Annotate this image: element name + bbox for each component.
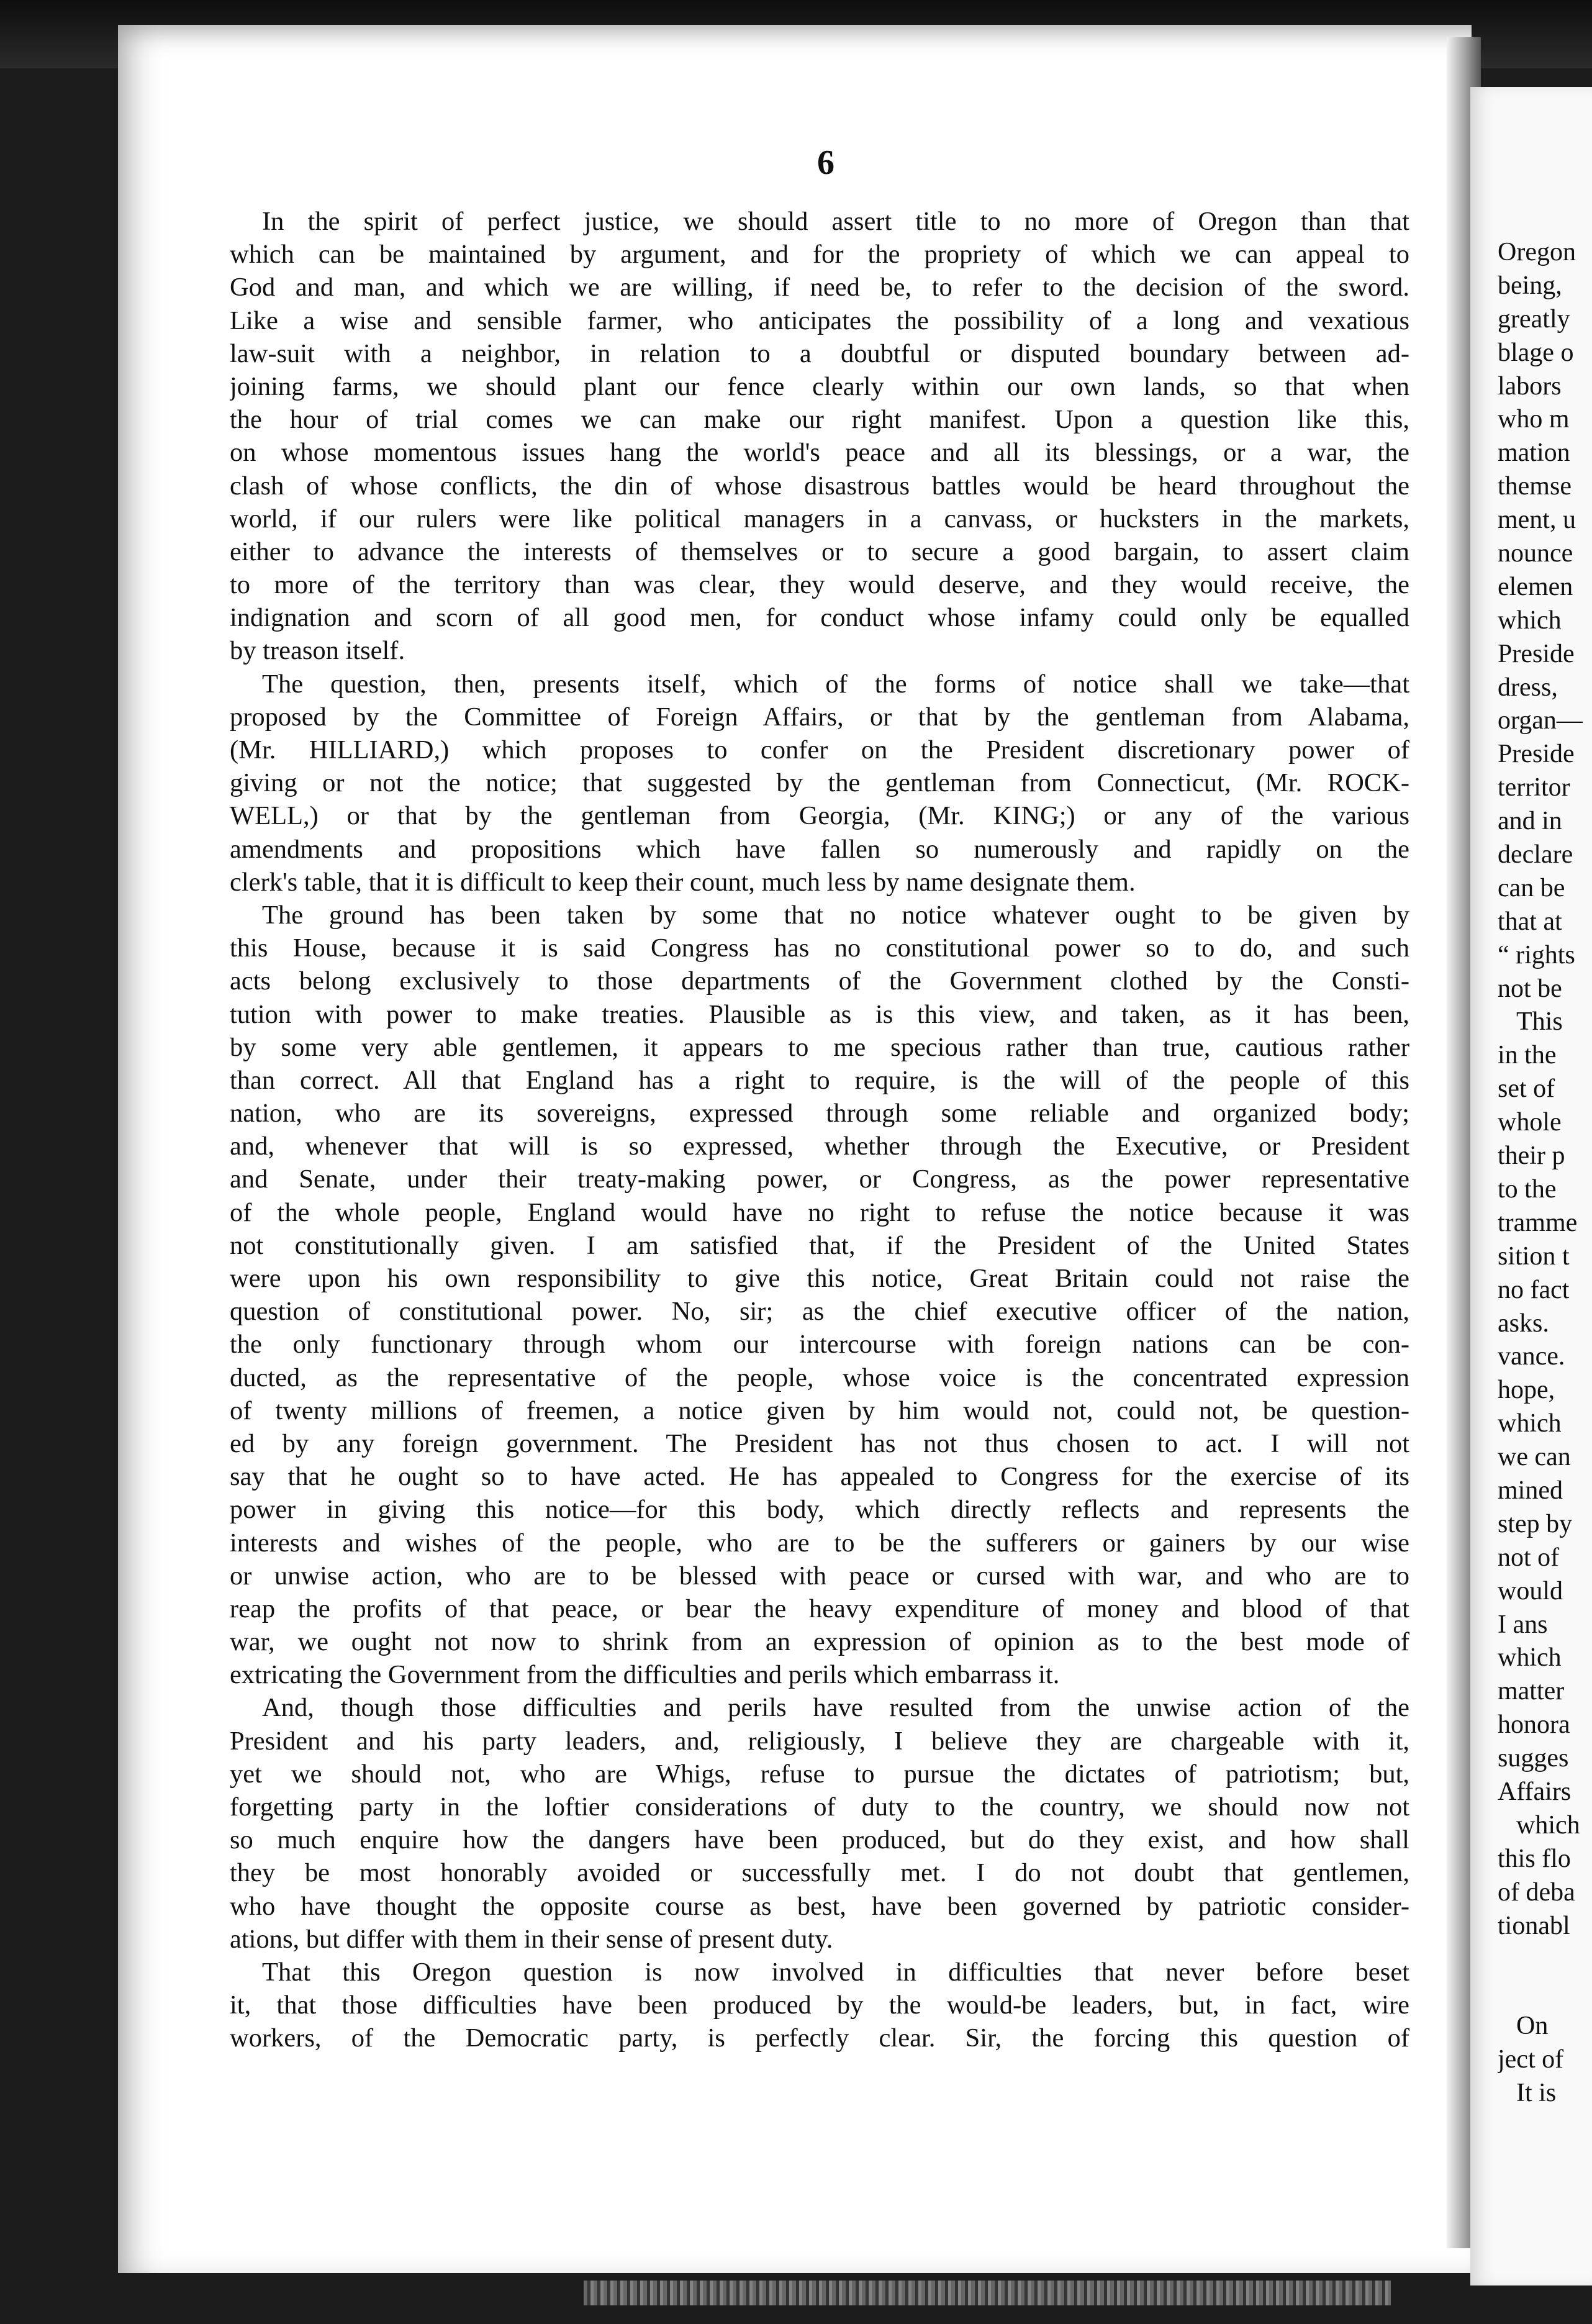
facing-page-fragment: labors [1498,371,1562,401]
text-line: say that he ought so to have acted. He has appealed to Congress for the exercise of its [230,1462,1409,1492]
facing-page-fragment: that at [1498,907,1562,936]
text-line: of the whole people, England would have no right to refuse the notice because it was [230,1197,1409,1227]
text-line: or unwise action, who are to be blessed with peace or cursed with war, and who are to [230,1561,1409,1591]
facing-page-fragment: whole [1498,1108,1562,1137]
text-line: proposed by the Committee of Foreign Affairs, or that by the gentleman from Alabama, [230,702,1409,732]
facing-page-fragment: vance. [1498,1342,1565,1371]
text-line: joining farms, we should plant our fence clearly within our own lands, so that when [230,371,1409,401]
facing-page-fragment: tramme [1498,1208,1578,1237]
text-line: Like a wise and sensible farmer, who anticipates the possibility of a long and vexatious [230,306,1409,335]
text-line: to more of the territory than was clear, they would deserve, and they would receive, the [230,570,1409,600]
main-text-column [230,205,1409,2055]
text-line: and Senate, under their treaty-making power, or Congress, as the power representative [230,1164,1409,1194]
text-line: tution with power to make treaties. Plausible as is this view, and taken, as it has been, [230,999,1409,1029]
text-line: it, that those difficulties have been produced by the would-be leaders, but, in fact, wire [230,1990,1409,2020]
facing-page-fragment: which [1498,606,1562,635]
facing-page-fragment: no fact [1498,1275,1570,1304]
facing-page-fragment: sition t [1498,1241,1570,1271]
text-line: not constitutionally given. I am satisfied that, if the President of the United States [230,1230,1409,1260]
facing-page-fragment: being, [1498,271,1562,300]
text-line: clash of whose conflicts, the din of whose disastrous battles would be heard throughout the [230,471,1409,501]
facing-page-fragment: tionabl [1498,1911,1570,1940]
text-line: acts belong exclusively to those departments of the Government clothed by the Consti- [230,966,1409,996]
facing-page-fragment: ject of [1498,2045,1564,2074]
text-line: power in giving this notice—for this body, which directly reflects and represents the [230,1495,1409,1525]
facing-page-fragment: to the [1498,1174,1557,1204]
facing-page-fragment: This [1516,1007,1563,1037]
facing-page-fragment: honora [1498,1710,1570,1740]
text-line: giving or not the notice; that suggested by the gentleman from Connecticut, (Mr. ROCK- [230,768,1409,798]
facing-page-fragment: step by [1498,1509,1573,1538]
text-line: ducted, as the representative of the people, whose voice is the concentrated expression [230,1363,1409,1392]
text-line: reap the profits of that peace, or bear the heavy expenditure of money and blood of that [230,1594,1409,1623]
text-line: forgetting party in the loftier considerations of duty to the country, we should now not [230,1792,1409,1822]
page-number: 6 [817,143,834,182]
facing-page-fragment: mation [1498,438,1570,468]
text-line: President and his party leaders, and, religiously, I believe they are chargeable with it, [230,1726,1409,1756]
facing-page-fragment: Oregon [1498,238,1576,266]
text-line: ations, but differ with them in their sense of present duty. [230,1924,833,1954]
facing-page-fragment: “ rights [1498,940,1575,969]
facing-page-fragment: not be [1498,974,1562,1003]
text-line: and, whenever that will is so expressed, whether through the Executive, or President [230,1132,1409,1161]
facing-page-fragment: and in [1498,807,1562,836]
facing-page-fragment: territor [1498,773,1570,802]
facing-page-fragment: themse [1498,472,1572,501]
text-line: by some very able gentlemen, it appears to me specious rather than true, cautious rather [230,1032,1409,1062]
text-line: this House, because it is said Congress has no constitutional power so to do, and such [230,933,1409,963]
facing-page-fragment: not of [1498,1543,1560,1572]
facing-page-fragment: mined [1498,1476,1563,1505]
text-line: nation, who are its sovereigns, expressed through some reliable and organized body; [230,1099,1409,1128]
facing-page-fragment: ment, u [1498,506,1576,535]
text-line: so much enquire how the dangers have been produced, but do they exist, and how shall [230,1825,1409,1855]
facing-page-fragment: this flo [1498,1844,1571,1873]
text-line: yet we should not, who are Whigs, refuse to pursue the dictates of patriotism; but, [230,1759,1409,1789]
text-line: on whose momentous issues hang the world's peace and all its blessings, or a war, the [230,438,1409,468]
text-line: either to advance the interests of themselves or to secure a good bargain, to assert claim [230,537,1409,566]
text-line: the only functionary through whom our intercourse with foreign nations can be con- [230,1330,1409,1359]
text-line: And, though those difficulties and perils have resulted from the unwise action of the [262,1693,1409,1723]
facing-page-fragment: matter [1498,1677,1565,1706]
text-line: (Mr. HILLIARD,) which proposes to confer on the President discretionary power of [230,735,1409,765]
facing-page-fragment: their p [1498,1142,1565,1171]
text-line: clerk's table, that it is difficult to keep their count, much less by name designate them. [230,867,1136,897]
facing-page-fragment: blage o [1498,338,1574,367]
facing-page-fragment: in the [1498,1041,1557,1070]
facing-page-fragment: Affairs [1498,1777,1572,1806]
facing-page-fragment: of deba [1498,1877,1575,1907]
text-line: interests and wishes of the people, who are to be the sufferers or gainers by our wise [230,1528,1409,1558]
facing-page-fragment [1498,1976,1592,2010]
facing-page-fragment: I ans [1498,1610,1548,1639]
scan-edge-strip [584,2281,1391,2305]
text-line: extricating the Government from the difficulties and perils which embarrass it. [230,1660,1060,1690]
facing-page-fragment: which [1516,1810,1580,1840]
text-line: amendments and propositions which have fallen so numerously and rapidly on the [230,834,1409,864]
facing-page-fragment: which [1498,1409,1562,1438]
text-line: The ground has been taken by some that no notice whatever ought to be given by [262,900,1409,930]
facing-page-fragment: It is [1516,2078,1557,2107]
facing-page-fragment: organ— [1498,706,1583,735]
facing-page-fragment [1498,1943,1592,1976]
text-line: world, if our rulers were like political managers in a canvass, or hucksters in the markets, [230,504,1409,533]
text-line: than correct. All that England has a right to require, is the will of the people of this [230,1065,1409,1095]
text-line: who have thought the opposite course as best, have been governed by patriotic consider- [230,1891,1409,1921]
text-line: which can be maintained by argument, and for the propriety of which we can appeal to [230,240,1409,270]
facing-page-fragment: we can [1498,1443,1571,1472]
facing-page-fragment: elemen [1498,572,1573,601]
text-line: ed by any foreign government. The President has not thus chosen to act. I will not [230,1428,1409,1458]
text-line: of twenty millions of freemen, a notice given by him would not, could not, be question- [230,1396,1409,1425]
text-line: WELL,) or that by the gentleman from Georgia, (Mr. KING;) or any of the various [230,801,1409,831]
facing-page-fragment: declare [1498,840,1573,869]
text-line: were upon his own responsibility to give this notice, Great Britain could not raise the [230,1264,1409,1293]
facing-page-fragment: hope, [1498,1376,1555,1405]
text-line: That this Oregon question is now involved in difficulties that never before beset [262,1957,1409,1987]
facing-page-fragment: can be [1498,873,1565,902]
text-line: law-suit with a neighbor, in relation to a doubtful or disputed boundary between ad- [230,338,1409,368]
text-line: the hour of trial comes we can make our right manifest. Upon a question like this, [230,405,1409,435]
text-line: war, we ought not now to shrink from an expression of opinion as to the best mode of [230,1627,1409,1657]
facing-page-fragment: Preside [1498,740,1575,769]
text-line: by treason itself. [230,636,405,666]
facing-page-fragment: would [1498,1576,1563,1605]
facing-page-fragment: On [1516,2012,1549,2041]
facing-page-fragment: sugges [1498,1744,1569,1773]
facing-page-fragment: who m [1498,405,1570,434]
facing-page-text-fragments [1498,236,1592,2110]
facing-page-fragment: nounce [1498,539,1573,568]
text-line: God and man, and which we are willing, if need be, to refer to the decision of the sword. [230,273,1409,302]
text-line: question of constitutional power. No, sir; as the chief executive officer of the nation, [230,1297,1409,1327]
facing-page-fragment: Preside [1498,639,1575,668]
text-line: In the spirit of perfect justice, we should assert title to no more of Oregon than that [262,207,1409,236]
text-line: workers, of the Democratic party, is perfectly clear. Sir, the forcing this question of [230,2023,1409,2053]
facing-page-fragment: dress, [1498,673,1558,702]
facing-page-fragment: which [1498,1643,1562,1673]
text-line: indignation and scorn of all good men, for conduct whose infamy could only be equalled [230,603,1409,633]
text-line: they be most honorably avoided or successfully met. I do not doubt that gentlemen, [230,1858,1409,1888]
facing-page-fragment: greatly [1498,304,1570,334]
facing-page-fragment: set of [1498,1074,1555,1104]
facing-page-fragment: asks. [1498,1309,1549,1338]
text-line: The question, then, presents itself, which of the forms of notice shall we take—that [262,669,1409,699]
